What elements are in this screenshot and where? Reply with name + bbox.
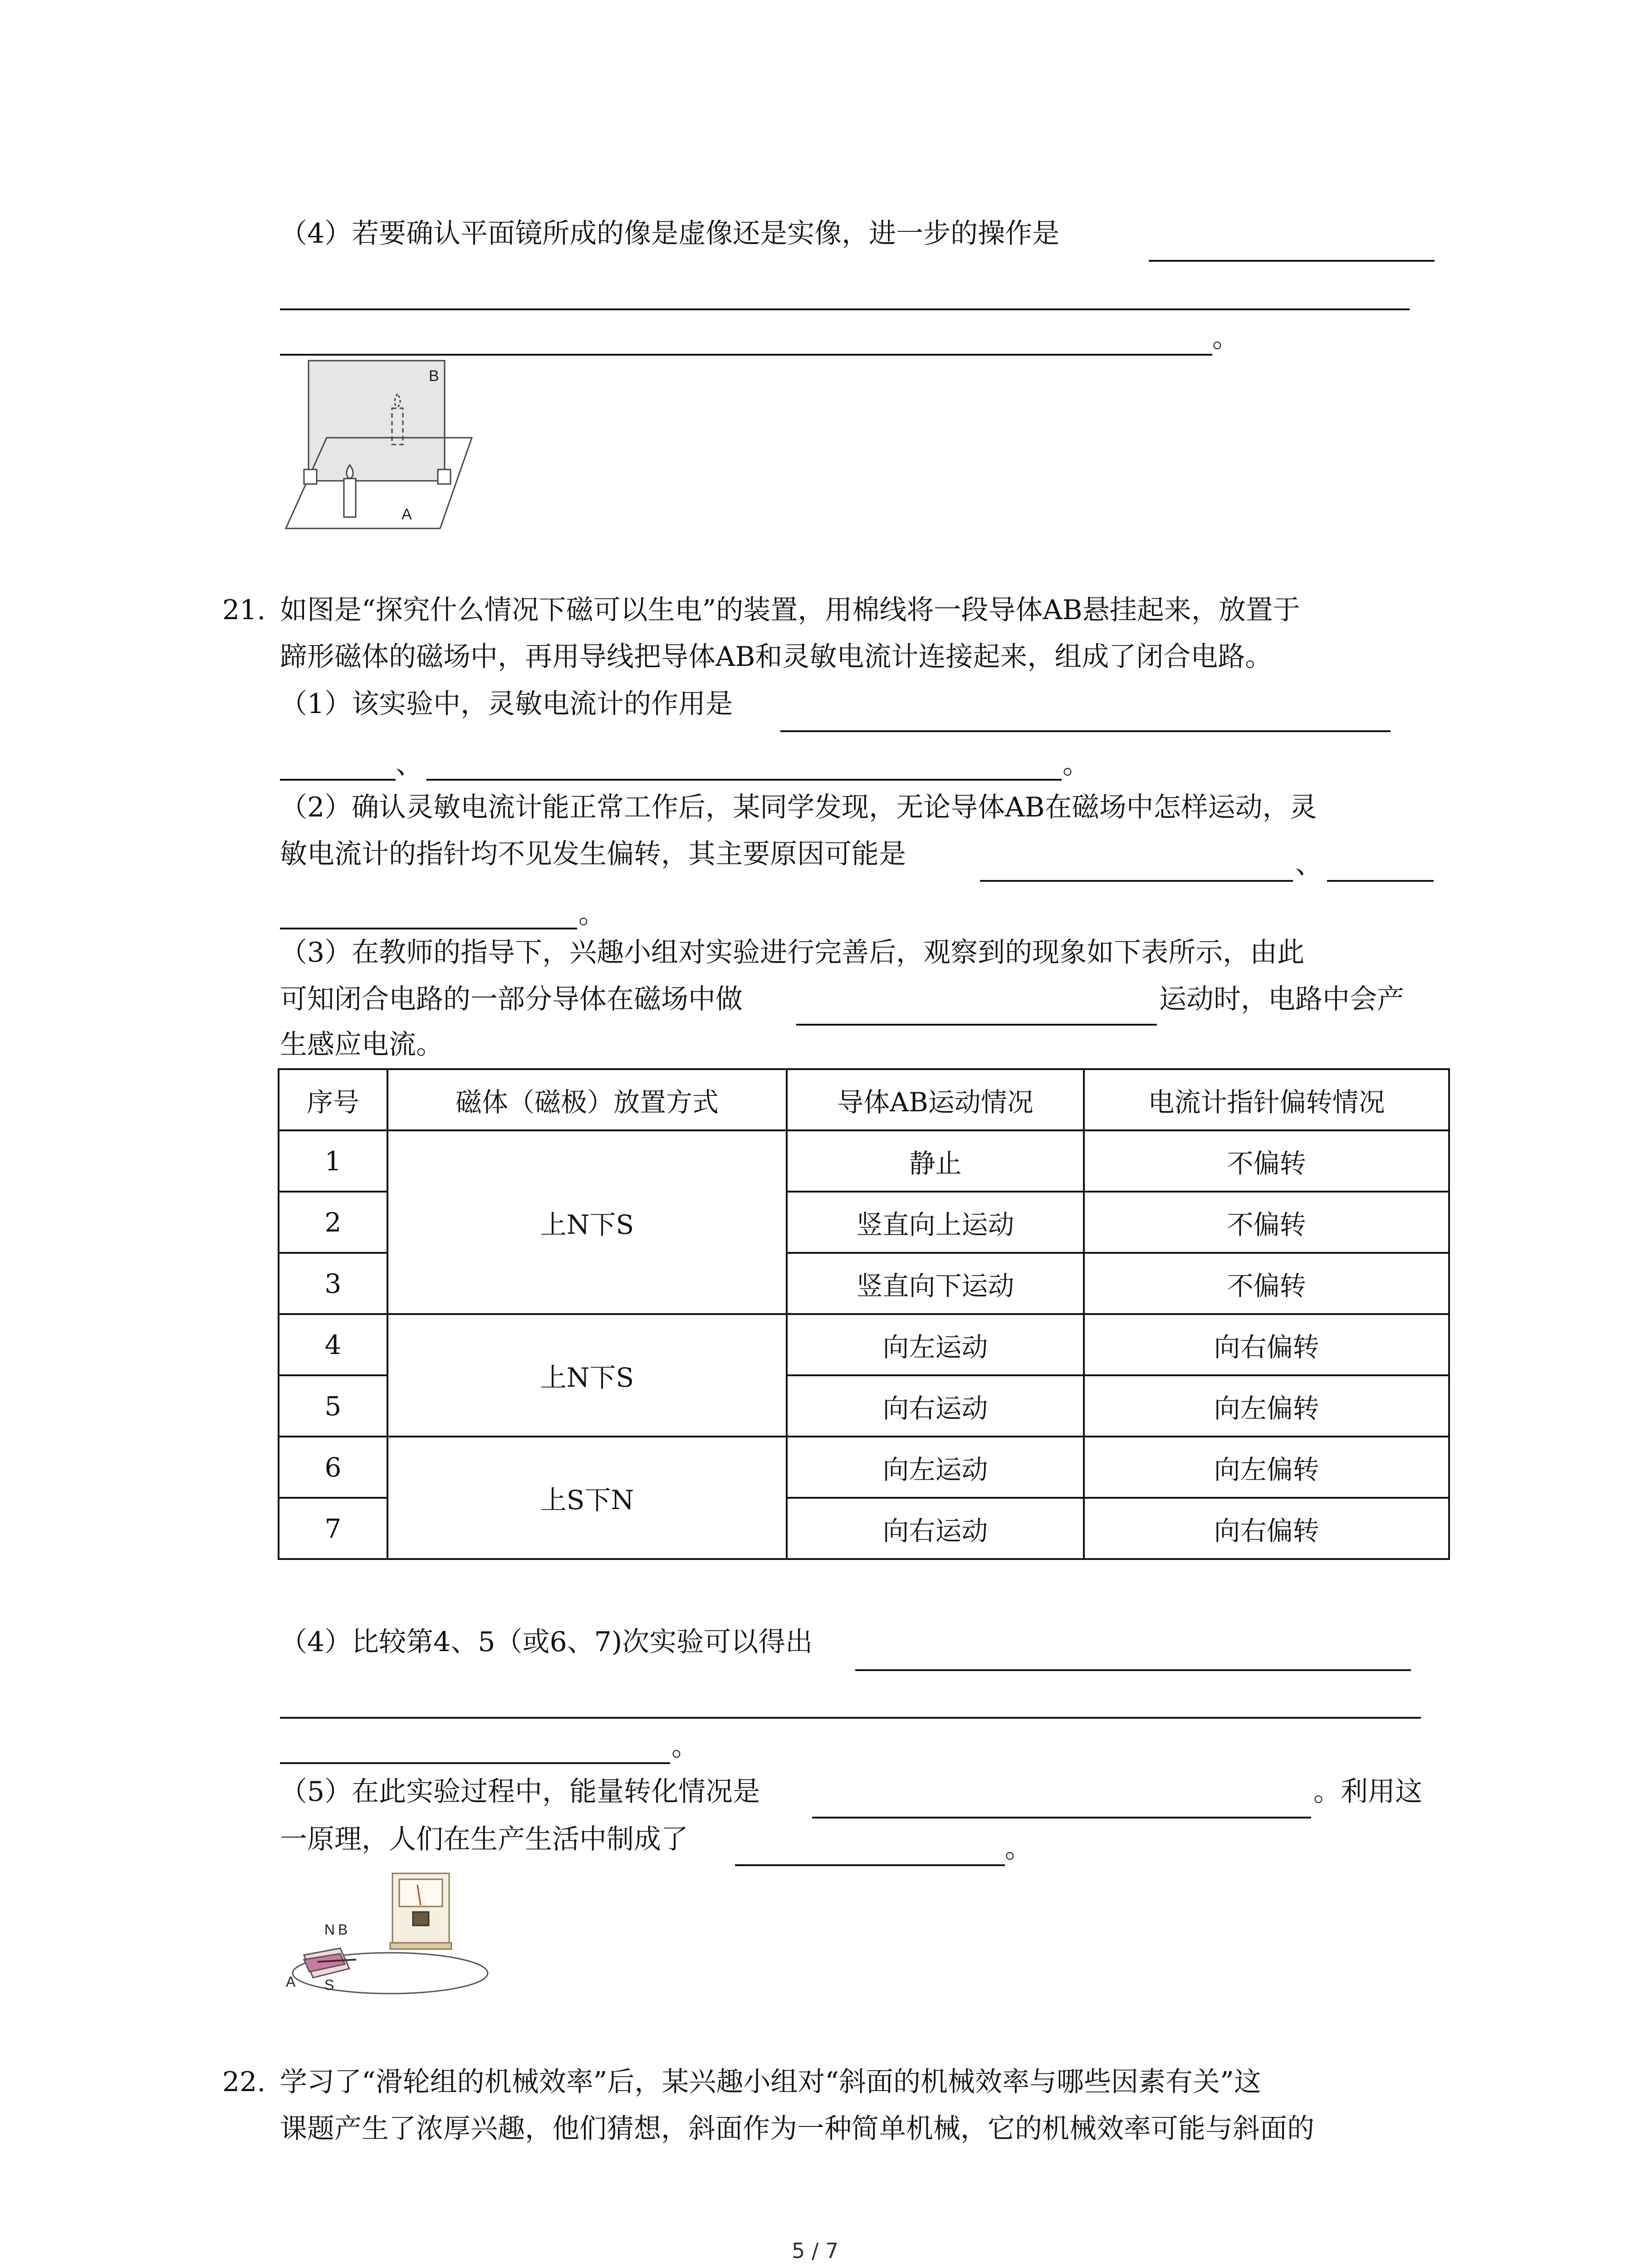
cell-deflection: 向左偏转 — [1084, 1437, 1449, 1498]
label-b: B — [429, 367, 439, 385]
cell-motion: 向左运动 — [787, 1437, 1084, 1498]
cell-motion: 向右运动 — [787, 1498, 1084, 1559]
galvanometer-base — [390, 1943, 451, 1949]
q21-5-line2: 一原理，人们在生产生活中制成了 — [280, 1823, 688, 1855]
q20-4-end: 。 — [1212, 322, 1239, 354]
cell-index: 5 — [279, 1375, 387, 1437]
header-motion: 导体AB运动情况 — [787, 1069, 1084, 1130]
q21-1-blank-2[interactable] — [280, 779, 396, 781]
q21-1-end: 。 — [1063, 748, 1090, 780]
q20-4-answer-blank-3[interactable] — [280, 354, 1212, 356]
cell-placement: 上S下N — [387, 1437, 787, 1559]
q21-3-line2b: 运动时，电路中会产 — [1159, 983, 1404, 1015]
q20-4-answer-blank-2[interactable] — [280, 308, 1410, 310]
cell-index: 1 — [279, 1130, 387, 1192]
cell-index: 3 — [279, 1253, 387, 1314]
q21-3-line2a: 可知闭合电路的一部分导体在磁场中做 — [280, 983, 743, 1015]
page-number: 5 / 7 — [792, 2239, 839, 2263]
table-header-row — [279, 1069, 1449, 1130]
cell-index: 6 — [279, 1437, 387, 1498]
q21-5-mid: 。利用这 — [1313, 1776, 1422, 1808]
cell-deflection: 不偏转 — [1084, 1253, 1449, 1314]
cell-placement: 上N下S — [387, 1130, 787, 1314]
cell-deflection: 向右偏转 — [1084, 1498, 1449, 1559]
cell-deflection: 向左偏转 — [1084, 1375, 1449, 1437]
q21-5-blank-1[interactable] — [812, 1817, 1311, 1818]
q21-5-end: 。 — [1005, 1833, 1032, 1864]
galvanometer-terminal — [413, 1912, 429, 1926]
q21-1-blank-3[interactable] — [426, 779, 1062, 781]
cell-motion: 竖直向上运动 — [787, 1192, 1084, 1253]
header-placement: 磁体（磁极）放置方式 — [387, 1069, 787, 1130]
cell-motion: 静止 — [787, 1130, 1084, 1192]
q21-5-blank-2[interactable] — [735, 1864, 1005, 1866]
header-index: 序号 — [279, 1069, 387, 1130]
q21-2-blank-3[interactable] — [280, 928, 577, 929]
cell-placement: 上N下S — [387, 1314, 787, 1437]
q21-1-sep: 、 — [396, 748, 423, 780]
table-row — [279, 1314, 1449, 1375]
q21-2-line2: 敏电流计的指针均不见发生偏转，其主要原因可能是 — [280, 838, 906, 870]
q22-stem-line2: 课题产生了浓厚兴趣，他们猜想，斜面作为一种简单机械，它的机械效率可能与斜面的 — [280, 2113, 1314, 2145]
q21-4-blank-3[interactable] — [280, 1762, 670, 1764]
q22-stem-line1: 学习了“滑轮组的机械效率”后，某兴趣小组对“斜面的机械效率与哪些因素有关”这 — [280, 2066, 1261, 2098]
label-n: N — [324, 1921, 335, 1938]
cell-motion: 向左运动 — [787, 1314, 1084, 1375]
table-row — [279, 1437, 1449, 1498]
q21-number: 21. — [222, 594, 266, 626]
q21-4-blank-2[interactable] — [280, 1717, 1421, 1719]
left-support-block — [304, 469, 317, 484]
label-s: S — [324, 1977, 334, 1993]
label-a2: A — [286, 1974, 296, 1990]
real-candle — [344, 479, 356, 517]
header-deflection: 电流计指针偏转情况 — [1084, 1069, 1449, 1130]
table-row — [279, 1130, 1449, 1192]
q21-1-blank-1[interactable] — [780, 730, 1391, 732]
mirror-glass-plate — [309, 361, 445, 481]
q20-4-prompt: （4）若要确认平面镜所成的像是虚像还是实像，进一步的操作是 — [280, 218, 1060, 249]
q21-1-prompt: （1）该实验中，灵敏电流计的作用是 — [280, 688, 733, 720]
cell-index: 4 — [279, 1314, 387, 1375]
q21-5-prompt: （5）在此实验过程中，能量转化情况是 — [280, 1776, 760, 1808]
q21-2-sep: 、 — [1295, 848, 1323, 880]
q21-2-line1: （2）确认灵敏电流计能正常工作后，某同学发现，无论导体AB在磁场中怎样运动，灵 — [280, 792, 1317, 823]
q21-3-line1: （3）在教师的指导下，兴趣小组对实验进行完善后，观察到的现象如下表所示，由此 — [280, 937, 1305, 968]
cell-deflection: 不偏转 — [1084, 1192, 1449, 1253]
q21-2-blank-2[interactable] — [1327, 880, 1434, 882]
plane-mirror-candle-figure — [277, 358, 485, 535]
cell-deflection: 向右偏转 — [1084, 1314, 1449, 1375]
q21-3-line3: 生感应电流。 — [280, 1029, 443, 1061]
q21-stem-line2: 蹄形磁体的磁场中，再用导线把导体AB和灵敏电流计连接起来，组成了闭合电路。 — [280, 641, 1273, 673]
cell-deflection: 不偏转 — [1084, 1130, 1449, 1192]
q21-2-blank-1[interactable] — [980, 880, 1293, 882]
cell-motion: 向右运动 — [787, 1375, 1084, 1437]
q21-4-end: 。 — [671, 1730, 699, 1762]
q22-number: 22. — [222, 2066, 266, 2098]
q21-stem-line1: 如图是“探究什么情况下磁可以生电”的装置，用棉线将一段导体AB悬挂起来，放置于 — [280, 594, 1300, 626]
label-b2: B — [338, 1921, 348, 1938]
cell-index: 2 — [279, 1192, 387, 1253]
q20-4-answer-blank-1[interactable] — [1149, 260, 1435, 262]
right-support-block — [438, 469, 451, 484]
label-a: A — [402, 506, 412, 523]
induction-results-table — [278, 1068, 1450, 1560]
cell-index: 7 — [279, 1498, 387, 1559]
q21-4-prompt: （4）比较第4、5（或6、7)次实验可以得出 — [280, 1626, 813, 1658]
q21-3-blank[interactable] — [796, 1024, 1157, 1026]
q21-4-blank-1[interactable] — [855, 1669, 1411, 1671]
q21-2-end: 。 — [578, 898, 606, 930]
induction-apparatus-figure — [277, 1867, 490, 1998]
cell-motion: 竖直向下运动 — [787, 1253, 1084, 1314]
